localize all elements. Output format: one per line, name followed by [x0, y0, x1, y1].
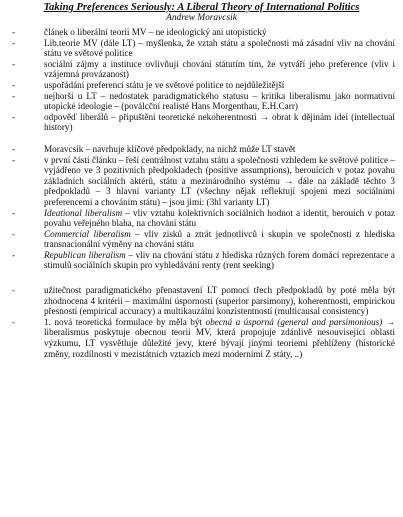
- bullet-dash: -: [12, 285, 16, 296]
- list-item: [12, 317, 395, 359]
- list-item: [12, 208, 395, 229]
- bullet-dash: -: [12, 90, 16, 101]
- bullet-dash: -: [12, 207, 16, 218]
- list-item: [12, 112, 395, 133]
- bullet-group-assumptions: [12, 144, 395, 271]
- emphasized-term: obecná a úsporná (general and parsimonious): [205, 316, 383, 327]
- list-item-text: Moravcsik – navrhuje klíčové předpoklady, na nichž může LT stavět: [44, 143, 296, 154]
- list-item-text: sociální zájmy a instituce ovlivňují chování státutím tím, že vytváří jeho preference (vliv i vzájemná provázanost): [44, 58, 395, 80]
- document-author: Andrew Moravcsik: [166, 13, 237, 23]
- bullet-dash: -: [12, 79, 16, 90]
- bullet-group-intro: [12, 27, 395, 133]
- bullet-dash: -: [12, 58, 16, 69]
- bullet-dash: -: [12, 37, 16, 48]
- list-item-text: Ideational liberalism – vliv vztahu kolektivních sociálních hodnot a identit, berouích v potaz povahu veřejného blaha, na chování státu: [44, 207, 396, 229]
- list-item: [12, 229, 395, 250]
- list-item: [12, 80, 395, 91]
- bullet-dash: -: [12, 316, 16, 327]
- section-spacer: [12, 271, 395, 285]
- bullet-group-criteria: [12, 285, 395, 359]
- list-item: [12, 155, 395, 208]
- list-item-text: užitečnost paradigmatického přenastavení LT pomocí třech předpokladů by poté měla být zhodnocena 4 kritérii – maximální úspornosti (superior parsimony), koherentnosti, empirickou přesností (empirical accuracy) a multikauzální konzistentností (multicausal consistency): [44, 285, 395, 317]
- emphasized-term: Ideational liberalism: [44, 207, 123, 218]
- list-item-text: Republican liberalism – vliv na chování státu z hlediska různých forem domácí reprezentace a stimulů sociálních skupin pro vyhledávání renty (rent seeking): [44, 249, 395, 271]
- bullet-dash: -: [12, 228, 16, 239]
- document-body: [12, 27, 395, 359]
- bullet-dash: -: [12, 143, 16, 154]
- list-item-text: článek o liberální teorii MV – ne ideologický ani utopistický: [44, 27, 267, 37]
- list-item: [12, 285, 395, 317]
- list-item-text: odpověď liberálů – připuštění teoretické nekoherentnosti → obrat k dějinám idei (intellectual history): [44, 111, 395, 133]
- list-item-text: uspořádání preferencí státu je ve světové politice to nejdůležitější: [44, 79, 285, 90]
- list-item: [12, 38, 395, 59]
- list-item-text: v první části článku – řeší centrálnost vztahu státu a společnosti vzhledem ke světové politice –vyjádřeno ve 3 pozitivních předpokladech (positive assumptions), berouících v potaz povahu základních sociálních aktérů, státu a mezinárodního systému → dále na základě těchto 3 předpokladů – 3 hlavní varianty LT (všechny nějak reflektují spojení mezi sociálními preferencemi a chováním státu) – jsou jimi: (3hl varianty LT): [44, 154, 395, 207]
- list-item: [12, 250, 395, 271]
- bullet-dash: -: [12, 27, 16, 37]
- list-item-text: 1. nová teoretická formulace by měla být obecná a úsporná (general and parsimonious) → liberalismus poskytuje obecnou teorii MV, která propojuje zdánlivě nesouvisející oblasti výzkumu, LT vysvětluje důležité jevy, které bývají jinými teoriemi přehlíženy (historické změny, rozdílnosti v mezistátních vztazích mezi moderními Z státy, ..): [44, 316, 395, 359]
- list-item: [12, 59, 395, 80]
- list-item: [12, 144, 395, 155]
- bullet-dash: -: [12, 111, 16, 122]
- bullet-dash: -: [12, 249, 16, 260]
- list-item-text: Commercial liberalism – vliv zisků a ztrát jednotlivců i skupin ve společnosti z hlediska transnacionální výměny na chování státu: [44, 228, 395, 250]
- emphasized-term: Commercial liberalism: [44, 228, 131, 239]
- list-item: [12, 91, 395, 112]
- list-item-text: nejhorší u LT – nedostatek paradigmatického statusu – kritika liberalismu jako normativní utopické ideologie – (poválcční realisté Hans Morgenthau, E.H.Carr): [44, 90, 395, 112]
- section-spacer: [12, 133, 395, 144]
- bullet-dash: -: [12, 154, 16, 165]
- list-item: [12, 27, 395, 38]
- emphasized-term: Republican liberalism: [44, 249, 126, 260]
- document-title: Taking Preferences Seriously: A Liberal Theory of International Politics: [43, 2, 360, 13]
- list-item-text: Lib.teorie MV (dále LT) – myšlenka, že vztah státu a společnosti má zásadní vliv na chování státu ve světové politice: [44, 37, 395, 59]
